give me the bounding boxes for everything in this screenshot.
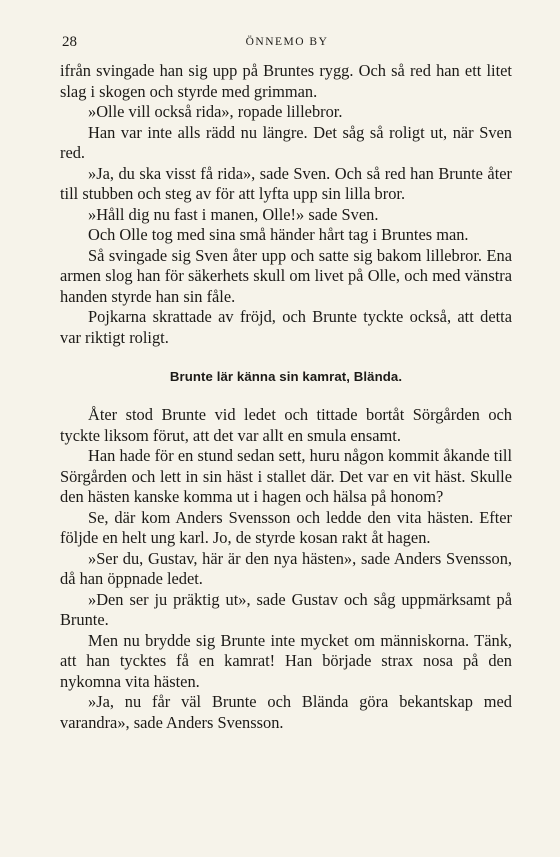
paragraph: »Ja, du ska visst få rida», sade Sven. Och så red han Brunte åter till stubben och steg av för att lyfta upp sin lilla bror. <box>60 163 512 203</box>
page-number: 28 <box>62 34 77 50</box>
paragraph: Pojkarna skrattade av fröjd, och Brunte tyckte också, att detta var riktigt roligt. <box>60 307 512 347</box>
paragraph: »Håll dig nu fast i manen, Olle!» sade Sven. <box>88 204 379 224</box>
paragraph: Han var inte alls rädd nu längre. Det såg så roligt ut, när Sven red. <box>60 122 512 162</box>
paragraph: Och Olle tog med sina små händer hårt tag i Bruntes man. <box>88 225 469 244</box>
paragraph: Åter stod Brunte vid ledet och tittade bortåt Sörgården och tyckte liksom förut, att det var allt en smula ensamt. <box>60 405 512 445</box>
paragraph: Men nu brydde sig Brunte inte mycket om människorna. Tänk, att han tycktes få en kamrat! Han började strax nosa på den nykomna vita hästen. <box>60 630 512 691</box>
paragraph: »Den ser ju präktig ut», sade Gustav och såg uppmärksamt på Brunte. <box>60 589 512 629</box>
section-heading: Brunte lär känna sin kamrat, Blända. <box>169 369 403 384</box>
paragraph: »Ser du, Gustav, här är den nya hästen», sade Anders Svensson, då han öppnade ledet. <box>60 548 512 588</box>
page-header <box>62 34 512 52</box>
running-head: ÖNNEMO BY <box>245 36 329 48</box>
body-text <box>60 61 512 733</box>
paragraph: Så svingade sig Sven åter upp och satte sig bakom lillebror. Ena armen slog han för säkerhets skull om livet på Olle, och med vänstra handen styrde han sin fåle. <box>60 245 512 306</box>
paragraph: »Olle vill också rida», ropade lillebror. <box>88 102 343 121</box>
paragraph: Han hade för en stund sedan sett, huru någon kommit åkande till Sörgården och lett in sin häst i stallet där. Det var en vit häst. Skulle den hästen kanske komma ut i hagen och hälsa på honom? <box>60 446 512 506</box>
paragraph: Se, där kom Anders Svensson och ledde den vita hästen. Efter följde en helt ung karl. Jo, de styrde kosan rakt åt hagen. <box>60 507 512 547</box>
paragraph: ifrån svingade han sig upp på Bruntes rygg. Och så red han ett litet slag i skogen och styrde med grimman. <box>60 61 512 101</box>
paragraph: »Ja, nu får väl Brunte och Blända göra bekantskap med varandra», sade Anders Svensson. <box>60 692 512 732</box>
